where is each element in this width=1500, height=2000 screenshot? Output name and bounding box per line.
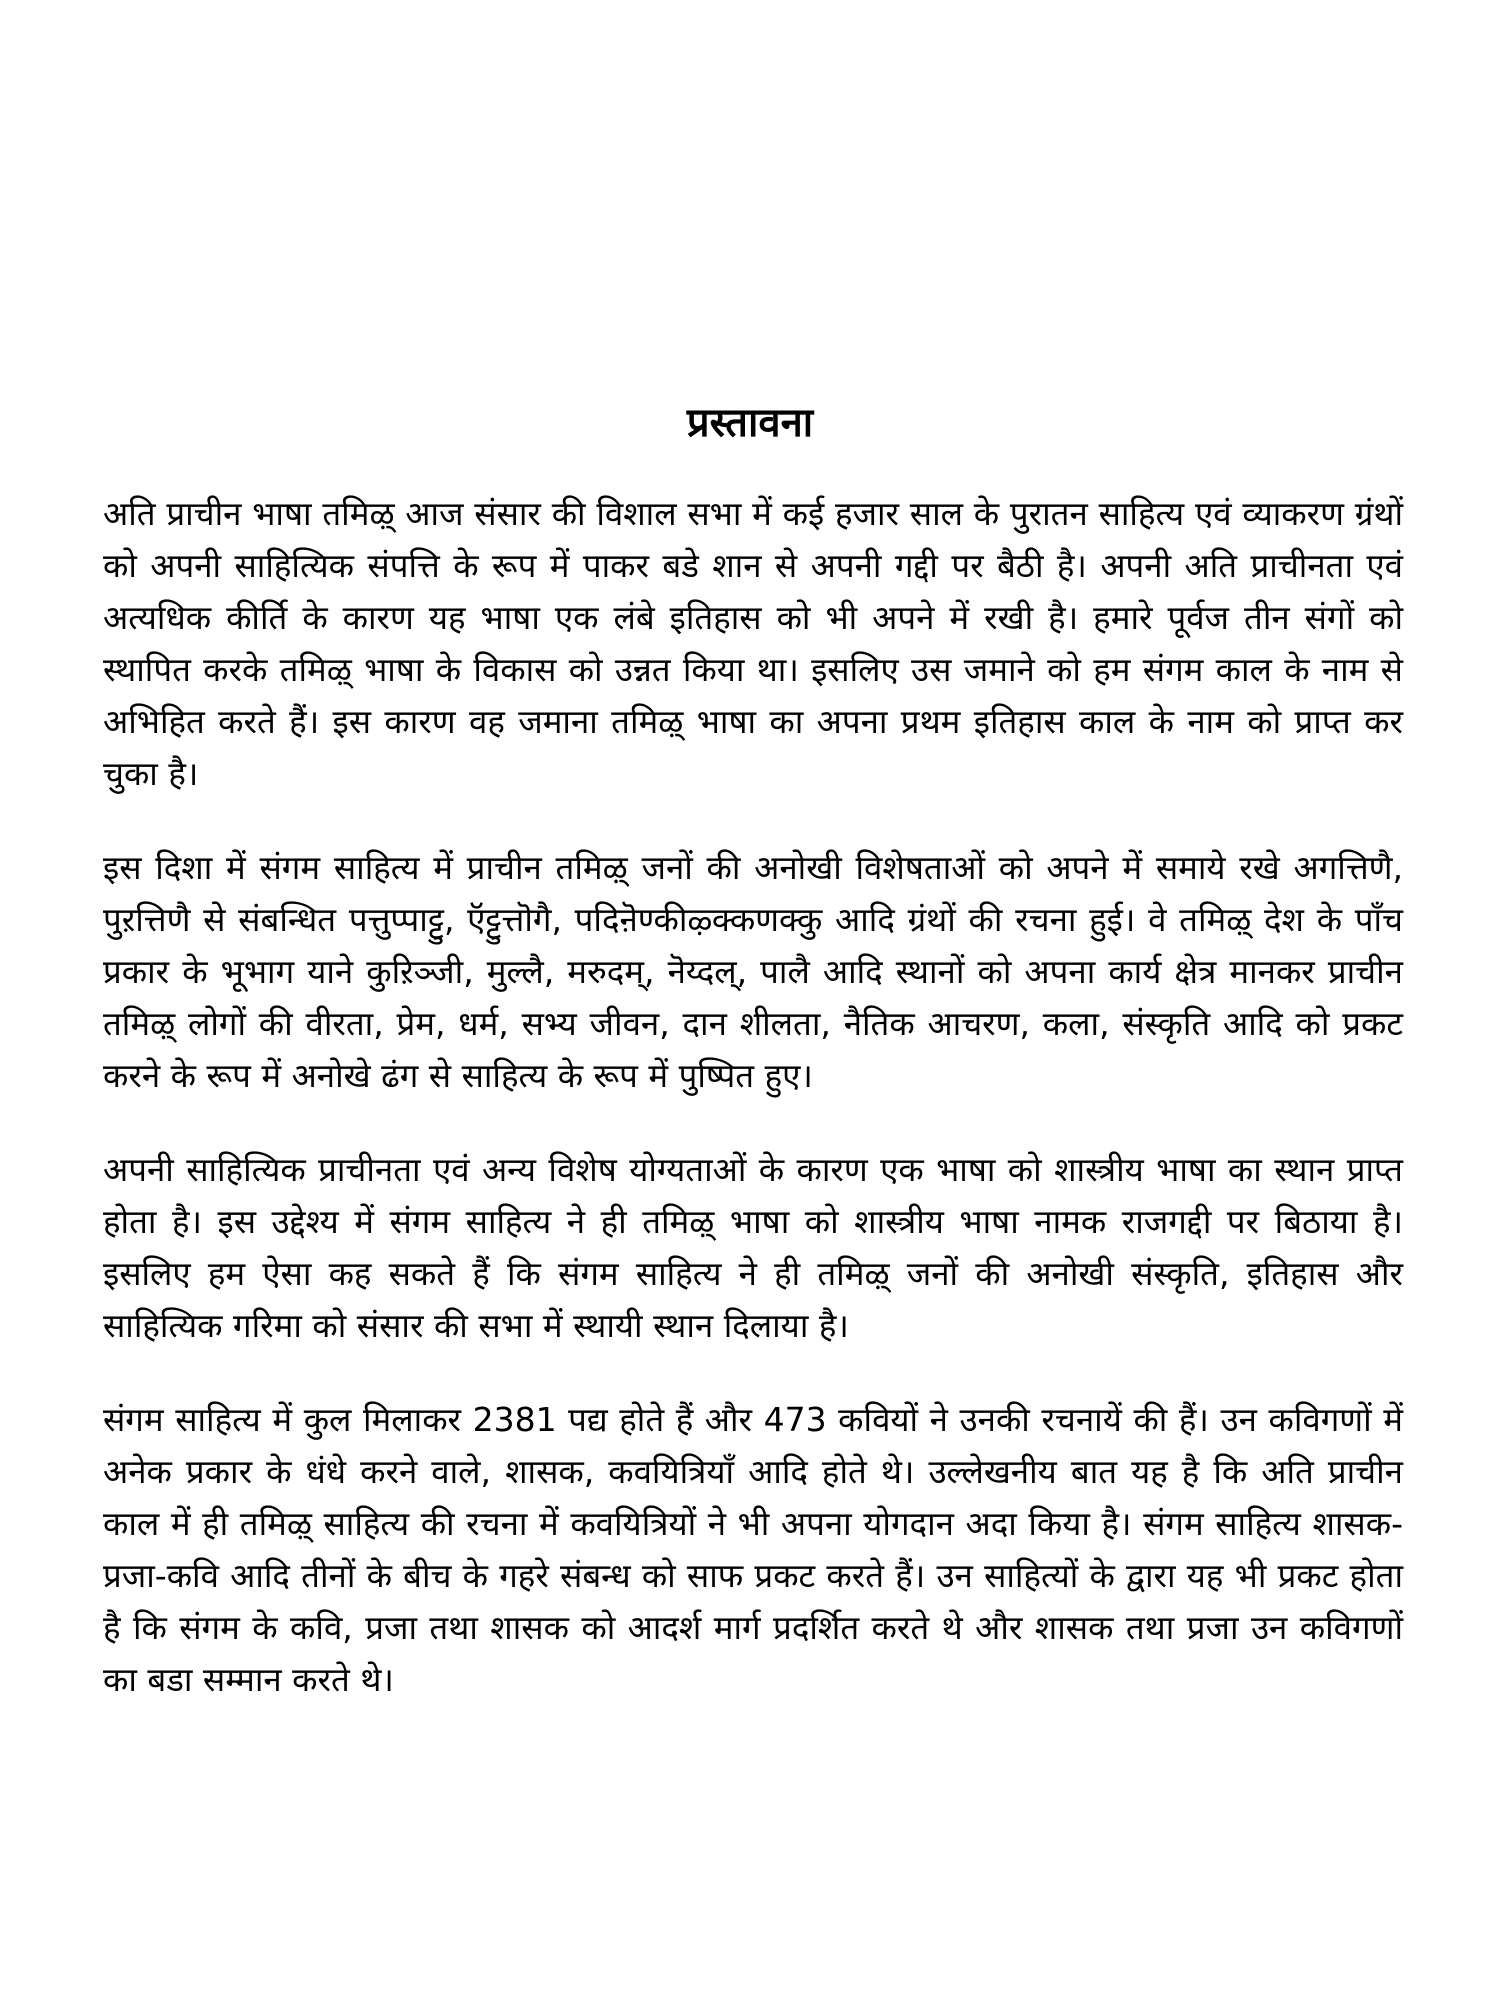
paragraph-3: अपनी साहित्यिक प्राचीनता एवं अन्य विशेष योग्यताओं के कारण एक भाषा को शास्त्रीय भाषा का स्थान प्राप्त होता है। इस उद्देश्य में संगम साहित्य ने ही तमिऴ् भाषा को शास्त्रीय भाषा नामक राजगद्दी पर बिठाया है। इसलिए हम ऐसा कह सकते हैं कि संगम साहित्य ने ही तमिऴ् जनों की अनोखी संस्कृति, इतिहास और साहित्यिक गरिमा को संसार की सभा में स्थायी स्थान दिलाया है। [103, 1150, 1403, 1345]
paragraph-4: संगम साहित्य में कुल मिलाकर 2381 पद्य होते हैं और 473 कवियों ने उनकी रचनायें की हैं। उन कविगणों में अनेक प्रकार के धंधे करने वाले, शासक, कवयित्रियाँ आदि होते थे। उल्लेखनीय बात यह है कि अति प्राचीन काल में ही तमिऴ् साहित्य की रचना में कवयित्रियों ने भी अपना योगदान अदा किया है। संगम साहित्य शासक-प्रजा-कवि आदि तीनों के बीच के गहरे संबन्ध को साफ प्रकट करते हैं। उन साहित्यों के द्वारा यह भी प्रकट होता है कि संगम के कवि, प्रजा तथा शासक को आदर्श मार्ग प्रदर्शित करते थे और शासक तथा प्रजा उन कविगणों का बडा सम्मान करते थे। [103, 1400, 1403, 1699]
paragraph-2: इस दिशा में संगम साहित्य में प्राचीन तमिऴ् जनों की अनोखी विशेषताओं को अपने में समाये रखे अगत्तिणै, पुऱत्तिणै से संबन्धित पत्तुप्पाट्टु, ऍट्टुत्तॊगै, पदिऩॆण्कीऴ्क्कणक्कु आदि ग्रंथों की रचना हुई। वे तमिऴ् देश के पाँच प्रकार के भूभाग याने कुऱिञ्जी, मुल्लै, मरुदम्, नॆय्दल्, पालै आदि स्थानों को अपना कार्य क्षेत्र मानकर प्राचीन तमिऴ् लोगों की वीरता, प्रेम, धर्म, सभ्य जीवन, दान शीलता, नैतिक आचरण, कला, संस्कृति आदि को प्रकट करने के रूप में अनोखे ढंग से साहित्य के रूप में पुष्पित हुए। [103, 848, 1403, 1095]
paragraph-1: अति प्राचीन भाषा तमिऴ् आज संसार की विशाल सभा में कई हजार साल के पुरातन साहित्य एवं व्याकरण ग्रंथों को अपनी साहित्यिक संपत्ति के रूप में पाकर बडे शान से अपनी गद्दी पर बैठी है। अपनी अति प्राचीनता एवं अत्यधिक कीर्ति के कारण यह भाषा एक लंबे इतिहास को भी अपने में रखी है। हमारे पूर्वज तीन संगों को स्थापित करके तमिऴ् भाषा के विकास को उन्नत किया था। इसलिए उस जमाने को हम संगम काल के नाम से अभिहित करते हैं। इस कारण वह जमाना तमिऴ् भाषा का अपना प्रथम इतिहास काल के नाम को प्राप्त कर चुका है। [103, 494, 1403, 793]
page-title: प्रस्तावना [686, 400, 814, 446]
body-text [103, 488, 1403, 1748]
